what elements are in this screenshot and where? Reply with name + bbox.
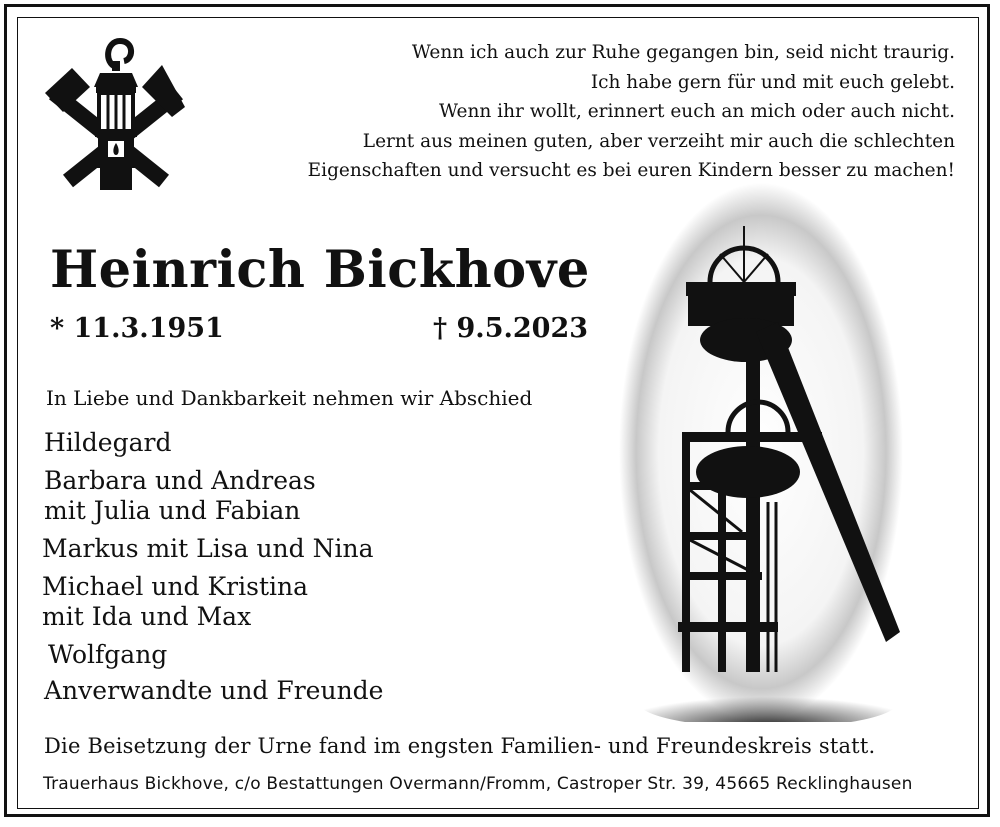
- farewell-line: In Liebe und Dankbarkeit nehmen wir Abschied: [46, 386, 533, 410]
- mourning-address: Trauerhaus Bickhove, c/o Bestattungen Overmann/Fromm, Castroper Str. 39, 45665 Recklinghausen: [43, 774, 913, 794]
- mourner: mit Julia und Fabian: [44, 496, 301, 525]
- poem-line: Wenn ihr wollt, erinnert euch an mich oder auch nicht.: [438, 101, 955, 122]
- mourner: Wolfgang: [48, 640, 168, 669]
- mourner: Michael und Kristina: [42, 572, 308, 601]
- mourner: Anverwandte und Freunde: [44, 676, 384, 705]
- birth-date: * 11.3.1951: [50, 313, 224, 344]
- mourner: Markus mit Lisa und Nina: [42, 534, 374, 563]
- mourner: mit Ida und Max: [42, 602, 252, 631]
- headframe-image: [618, 182, 904, 722]
- funeral-note: Die Beisetzung der Urne fand im engsten Familien- und Freundeskreis statt.: [44, 734, 876, 758]
- miners-emblem-icon: [42, 35, 190, 193]
- poem: [235, 38, 955, 186]
- mourner: Barbara und Andreas: [44, 466, 316, 495]
- poem-line: Lernt aus meinen guten, aber verzeiht mir auch die schlechten: [362, 130, 955, 152]
- poem-line: Eigenschaften und versucht es bei euren Kindern besser zu machen!: [307, 160, 955, 181]
- death-date: † 9.5.2023: [433, 313, 589, 344]
- poem-line: Ich habe gern für und mit euch gelebt.: [590, 71, 955, 93]
- deceased-name: Heinrich Bickhove: [50, 240, 590, 300]
- mourner: Hildegard: [44, 428, 172, 457]
- poem-line: Wenn ich auch zur Ruhe gegangen bin, seid nicht traurig.: [411, 42, 955, 63]
